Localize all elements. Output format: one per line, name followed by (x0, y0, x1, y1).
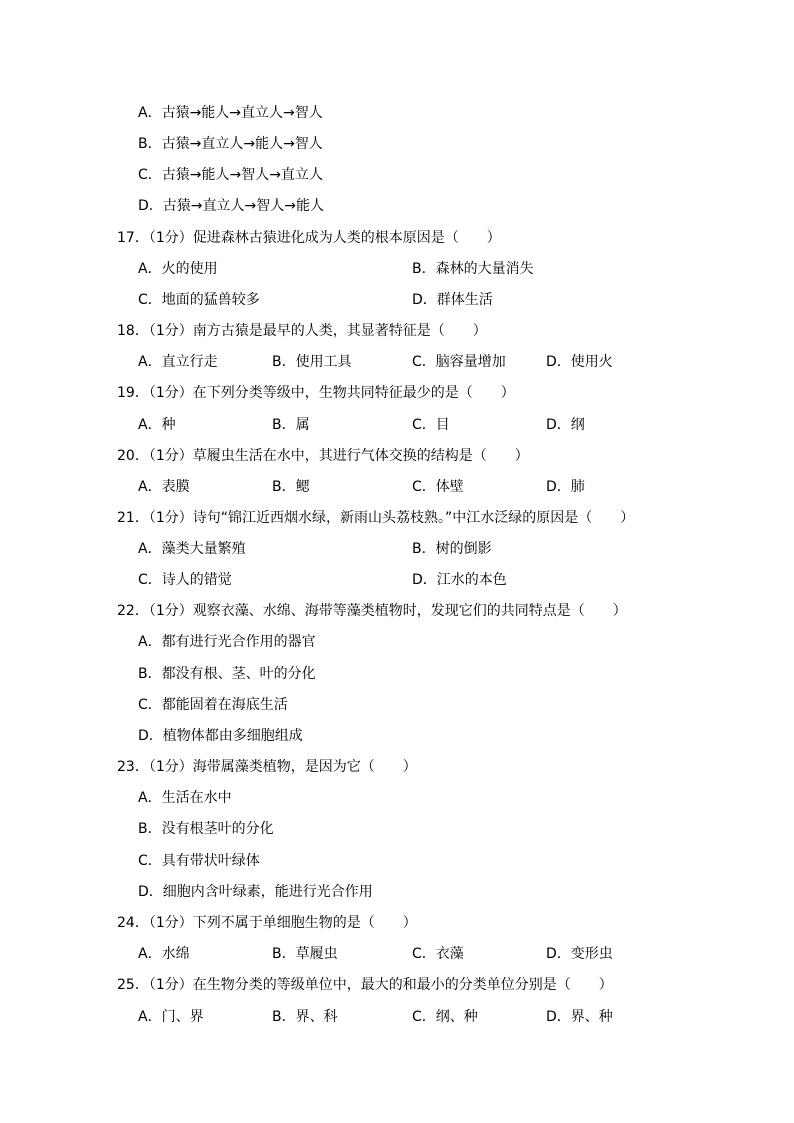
q20-option-d: D．肺 (546, 479, 585, 495)
q17-option-b: B．森林的大量消失 (412, 261, 534, 277)
q16-option-a: A．古猿→能人→直立人→智人 (138, 105, 323, 121)
q22-option-b: B．都没有根、茎、叶的分化 (138, 666, 316, 682)
q18-option-c: C．脑容量增加 (412, 354, 506, 370)
q20-option-a: A．表膜 (138, 479, 190, 495)
q23-option-c: C．具有带状叶绿体 (138, 853, 260, 869)
q23-option-b: B．没有根茎叶的分化 (138, 821, 274, 837)
q21-stem: 21．（1分）诗句“锦江近西烟水绿，新雨山头荔枝熟。”中江水泛绿的原因是（ ） (117, 510, 635, 526)
q25-stem: 25．（1分）在生物分类的等级单位中，最大的和最小的分类单位分别是（ ） (117, 977, 613, 993)
q18-option-d: D．使用火 (546, 354, 613, 370)
q20-option-c: C．体壁 (412, 479, 464, 495)
q22-stem: 22．（1分）观察衣藻、水绵、海带等藻类植物时，发现它们的共同特点是（ ） (117, 603, 627, 619)
q17-option-c: C．地面的猛兽较多 (138, 292, 260, 308)
q16-option-c: C．古猿→能人→智人→直立人 (138, 167, 323, 183)
q25-option-c: C．纲、种 (412, 1009, 478, 1025)
q18-option-a: A．直立行走 (138, 354, 218, 370)
q24-option-b: B．草履虫 (272, 946, 338, 962)
q23-option-d: D．细胞内含叶绿素，能进行光合作用 (138, 884, 373, 900)
q25-option-a: A．门、界 (138, 1009, 204, 1025)
q21-option-c: C．诗人的错觉 (138, 572, 232, 588)
q18-option-b: B．使用工具 (272, 354, 352, 370)
q24-option-c: C．衣藻 (412, 946, 464, 962)
q22-option-c: C．都能固着在海底生活 (138, 697, 288, 713)
q16-option-b: B．古猿→直立人→能人→智人 (138, 136, 323, 152)
q20-option-b: B．鳃 (272, 479, 310, 495)
q21-option-a: A．藻类大量繁殖 (138, 541, 246, 557)
q19-stem: 19．（1分）在下列分类等级中，生物共同特征最少的是（ ） (117, 385, 515, 401)
q23-stem: 23．（1分）海带属藻类植物，是因为它（ ） (117, 759, 417, 775)
q17-option-a: A．火的使用 (138, 261, 218, 277)
q17-stem: 17．（1分）促进森林古猿进化成为人类的根本原因是（ ） (117, 230, 501, 246)
q24-stem: 24．（1分）下列不属于单细胞生物的是（ ） (117, 915, 417, 931)
q23-option-a: A．生活在水中 (138, 790, 232, 806)
q20-stem: 20．（1分）草履虫生活在水中，其进行气体交换的结构是（ ） (117, 448, 529, 464)
q19-option-c: C．目 (412, 417, 450, 433)
q18-stem: 18．（1分）南方古猿是最早的人类，其显著特征是（ ） (117, 323, 487, 339)
q24-option-d: D．变形虫 (546, 946, 613, 962)
q16-option-d: D．古猿→直立人→智人→能人 (138, 198, 324, 214)
q19-option-b: B．属 (272, 417, 310, 433)
q19-option-a: A．种 (138, 417, 176, 433)
q22-option-d: D．植物体都由多细胞组成 (138, 728, 303, 744)
q21-option-d: D．江水的本色 (412, 572, 507, 588)
q25-option-d: D．界、种 (546, 1009, 613, 1025)
q17-option-d: D．群体生活 (412, 292, 493, 308)
q19-option-d: D．纲 (546, 417, 585, 433)
q24-option-a: A．水绵 (138, 946, 190, 962)
q21-option-b: B．树的倒影 (412, 541, 492, 557)
q25-option-b: B．界、科 (272, 1009, 338, 1025)
q22-option-a: A．都有进行光合作用的器官 (138, 634, 316, 650)
